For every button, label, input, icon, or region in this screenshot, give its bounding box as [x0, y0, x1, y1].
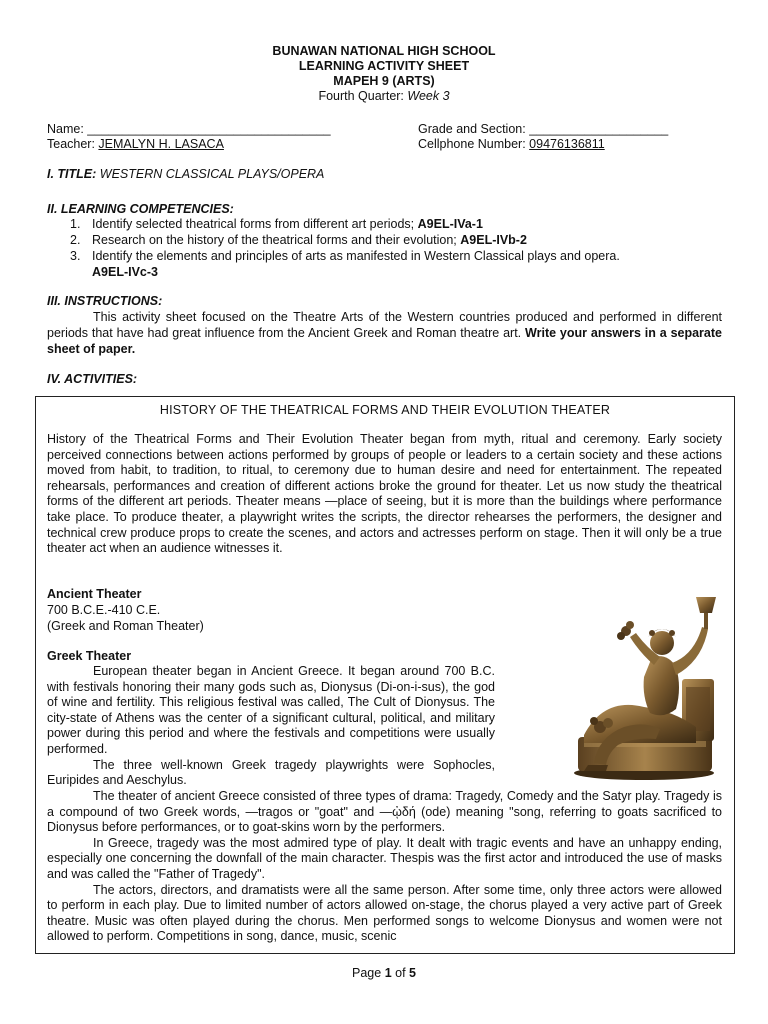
title-label: I. TITLE: — [47, 167, 100, 181]
ancient-theater-sub: (Greek and Roman Theater) — [47, 619, 204, 633]
greek-paragraph — [47, 664, 495, 789]
grade-label: Grade and Section: — [418, 122, 530, 136]
competencies-heading: II. LEARNING COMPETENCIES: — [47, 202, 234, 216]
greek-p2: The three well-known Greek tragedy playwrights were Sophocles, Euripides and Aeschylus. — [47, 757, 495, 788]
subject-title: MAPEH 9 (ARTS) — [333, 74, 435, 88]
cell-label: Cellphone Number: — [418, 137, 530, 151]
greek-p3: The theater of ancient Greece consisted of three types of drama: Tragedy, Comedy and the Satyr play. Tragedy is a compound of two Greek words, ―tragos or "goat" and ―ᾠδή (ode) meaning "song, referring to goats sacrificed to Dionysus before performances, or to goat-skins worn by the performers. — [47, 789, 722, 835]
instructions-text — [47, 309, 722, 357]
greek-p4: In Greece, tragedy was the most admired type of play. It dealt with tragic events and have an unhappy ending, especially one concerning the downfall of the main character. Thespis was the first actor and introduced the use of masks and was called the "Father of Tragedy". — [47, 835, 722, 881]
school-name: BUNAWAN NATIONAL HIGH SCHOOL — [272, 44, 496, 58]
competency-text: Identify the elements and principles of arts as manifested in Western Classical plays and opera. — [92, 249, 620, 263]
title-value: WESTERN CLASSICAL PLAYS/OPERA — [99, 167, 325, 181]
competency-code: A9EL-IVb-2 — [460, 233, 527, 247]
competency-text: Identify selected theatrical forms from different art periods; — [92, 217, 418, 231]
instructions-emphasis: Write your answers in a separate sheet of paper. — [47, 326, 722, 356]
competency-text: Research on the history of the theatrical forms and their evolution; — [92, 233, 461, 247]
of-word: of — [391, 966, 410, 980]
page-number: 1 — [384, 966, 392, 980]
competency-item — [70, 216, 720, 232]
greek-paragraph-wide — [47, 789, 722, 945]
ancient-theater-dates: 700 B.C.E.-410 C.E. — [47, 603, 161, 617]
activities-heading: IV. ACTIVITIES: — [47, 372, 138, 386]
sheet-title: LEARNING ACTIVITY SHEET — [298, 59, 470, 73]
competency-number: 3. — [70, 249, 81, 263]
instructions-heading: III. INSTRUCTIONS: — [47, 294, 163, 308]
competency-item — [70, 248, 742, 280]
competency-code: A9EL-IVc-3 — [92, 265, 158, 279]
teacher-line — [47, 136, 224, 152]
quarter-label: Fourth Quarter: — [318, 89, 408, 103]
greek-p5: The actors, directors, and dramatists were all the same person. After some time, only three actors were allowed to perform in each play. Due to limited number of actors allowed on-stage, the chorus played a very active part of Greek theatre. Music was often played during the chorus. Men performed songs to welcome Dionysus and women were not allowed to perform. Competitions in song, dance, music, scenic — [47, 882, 722, 944]
greek-theater-heading: Greek Theater — [47, 649, 132, 663]
page-footer — [0, 966, 768, 980]
ancient-theater-heading: Ancient Theater — [47, 587, 142, 601]
greek-p1: European theater began in Ancient Greece. It began around 700 B.C. with festivals honoring their many gods such as, Dionysus (Di-on-i-sus), the god of wine and fertility. This religious festival was called, The Cult of Dionysus. The city-state of Athens was the center of a significant cultural, political, and military power during this period and where the festivals and competitions were usually performed. — [47, 664, 495, 756]
history-box — [35, 396, 735, 954]
name-blank: ___________________________________ — [87, 122, 331, 136]
competency-code: A9EL-IVa-1 — [417, 217, 483, 231]
quarter-line — [0, 89, 768, 104]
teacher-name: JEMALYN H. LASACA — [98, 137, 224, 151]
week-label: Week 3 — [407, 89, 450, 103]
box-title: HISTORY OF THE THEATRICAL FORMS AND THEIR EVOLUTION THEATER — [159, 403, 611, 417]
grade-line — [418, 121, 668, 137]
name-label: Name: — [47, 122, 88, 136]
cell-number: 09476136811 — [529, 137, 605, 151]
dionysus-statue-image — [564, 587, 722, 783]
teacher-label: Teacher: — [47, 137, 99, 151]
competency-number: 2. — [70, 233, 81, 247]
name-line — [47, 121, 331, 137]
page-total: 5 — [409, 966, 416, 980]
grade-blank: ____________________ — [529, 122, 669, 136]
title-line — [47, 166, 324, 182]
competency-number: 1. — [70, 217, 81, 231]
competency-item — [70, 232, 720, 248]
page-word: Page — [352, 966, 385, 980]
instructions-body: This activity sheet focused on the Theatre Arts of the Western countries produced and performed in different periods that have had great influence from the Ancient Greek and Roman theatre art. — [47, 310, 722, 340]
cellphone-line — [418, 136, 605, 152]
history-intro: History of the Theatrical Forms and Their Evolution Theater began from myth, ritual and ceremony. Early society perceived connections between actions performed by groups of people or leaders to a certain society and these actions moved from habit, to tradition, to ritual, to ceremony due to human desire and need for entertainment. The repeated rehearsals, performances and creation of different actions broke the ground for theater. Let us now study the theatrical forms of the different art periods. Theater means ―place of seeing, but it is more than the buildings where performance take place. To produce theater, a playwright writes the scripts, the director rehearses the performers, the designer and technical crew produce props to create the scenes, and actors and actresses perform on stage. Then it will only be a true theater act when an audience witnesses it. — [47, 432, 722, 556]
